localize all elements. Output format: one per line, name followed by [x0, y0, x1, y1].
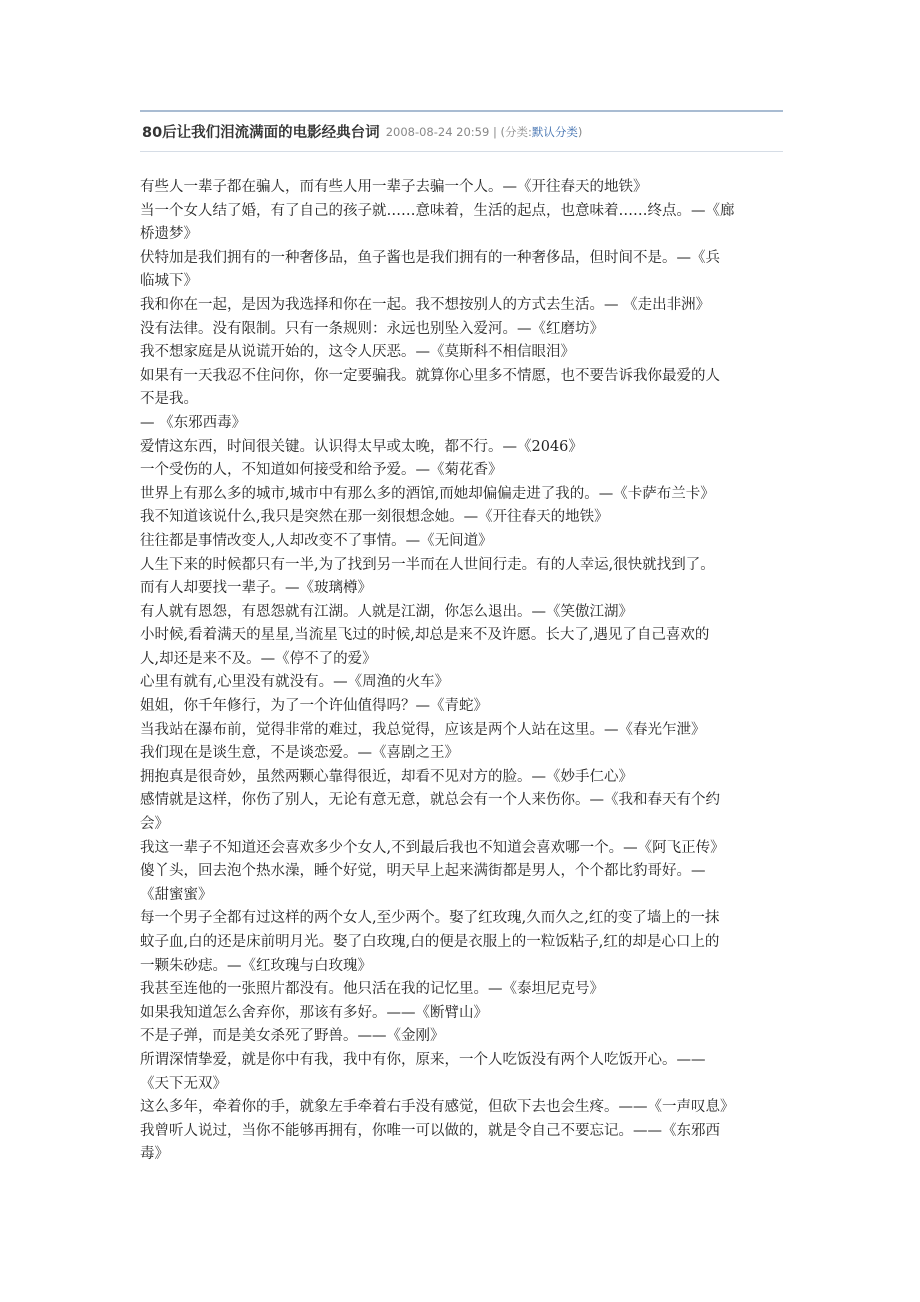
- quote-line: 我不想家庭是从说谎开始的，这令人厌恶。—《莫斯科不相信眼泪》: [140, 344, 575, 361]
- category-link[interactable]: 默认分类: [531, 124, 578, 139]
- quote-line: 毒》: [140, 1146, 169, 1163]
- quote-line: 临城下》: [140, 273, 198, 290]
- post-header: [140, 110, 783, 152]
- quote-line: 傻丫头，回去泡个热水澡，睡个好觉，明天早上起来满街都是男人，个个都比豹哥好。—: [140, 863, 706, 880]
- quote-line: 所谓深情挚爱，就是你中有我，我中有你，原来，一个人吃饭没有两个人吃饭开心。——: [140, 1051, 706, 1068]
- quote-line: 拥抱真是很奇妙，虽然两颗心靠得很近，却看不见对方的脸。—《妙手仁心》: [140, 768, 633, 785]
- quote-line: 这么多年，牵着你的手，就象左手牵着右手没有感觉，但砍下去也会生疼。——《一声叹息》: [140, 1099, 735, 1116]
- post-title[interactable]: 80后让我们泪流满面的电影经典台词: [142, 125, 380, 141]
- quote-line: 一颗朱砂痣。—《红玫瑰与白玫瑰》: [140, 957, 372, 974]
- category-prefix: (分类:: [500, 124, 532, 139]
- quote-line: 有人就有恩怨，有恩怨就有江湖。人就是江湖，你怎么退出。—《笑傲江湖》: [140, 603, 633, 620]
- quote-line: 伏特加是我们拥有的一种奢侈品，鱼子酱也是我们拥有的一种奢侈品，但时间不是。—《兵: [140, 249, 720, 266]
- quote-line: 姐姐，你千年修行，为了一个许仙值得吗？—《青蛇》: [140, 698, 488, 715]
- quote-line: 如果有一天我忍不住问你，你一定要骗我。就算你心里多不情愿，也不要告诉我你最爱的人: [140, 367, 720, 384]
- post-meta: [386, 124, 583, 140]
- meta-separator: |: [492, 124, 497, 139]
- quote-line: 心里有就有,心里没有就没有。—《周渔的火车》: [140, 674, 450, 691]
- quote-line: 我这一辈子不知道还会喜欢多少个女人,不到最后我也不知道会喜欢哪一个。—《阿飞正传》: [140, 839, 725, 856]
- quote-line: 桥遗梦》: [140, 226, 198, 243]
- quote-line: 有些人一辈子都在骗人，而有些人用一辈子去骗一个人。—《开往春天的地铁》: [140, 179, 648, 195]
- quote-line: 小时候,看着满天的星星,当流星飞过的时候,却总是来不及许愿。长大了,遇见了自己喜欢的: [140, 627, 710, 644]
- quote-line: — 《东邪西毒》: [140, 414, 247, 431]
- quote-line: 当一个女人结了婚，有了自己的孩子就……意味着，生活的起点，也意味着……终点。—《廊: [140, 202, 735, 219]
- blog-post: [140, 110, 783, 1167]
- quote-line: 一个受伤的人，不知道如何接受和给予爱。—《菊花香》: [140, 462, 503, 479]
- quote-line: 如果我知道怎么舍弃你，那该有多好。——《断臂山》: [140, 1004, 488, 1021]
- quote-line: 人生下来的时候都只有一半,为了找到另一半而在人世间行走。有的人幸运,很快就找到了。: [140, 556, 715, 573]
- quote-line: 《甜蜜蜜》: [140, 886, 213, 903]
- quote-line: 我不知道该说什么,我只是突然在那一刻很想念她。—《开往春天的地铁》: [140, 509, 609, 526]
- quote-line: 不是我。: [140, 391, 198, 408]
- quote-line: 世界上有那么多的城市,城市中有那么多的酒馆,而她却偏偏走进了我的。—《卡萨布兰卡》: [140, 485, 715, 502]
- quote-line: 我们现在是谈生意，不是谈恋爱。—《喜剧之王》: [140, 745, 459, 762]
- quote-line: 我甚至连他的一张照片都没有。他只活在我的记忆里。—《泰坦尼克号》: [140, 981, 604, 998]
- quote-line: 每一个男子全都有过这样的两个女人,至少两个。娶了红玫瑰,久而久之,红的变了墙上的一抹: [140, 910, 720, 927]
- quote-line: 往往都是事情改变人,人却改变不了事情。—《无间道》: [140, 532, 493, 549]
- quote-line: 当我站在瀑布前，觉得非常的难过，我总觉得，应该是两个人站在这里。—《春光乍泄》: [140, 721, 706, 738]
- post-body: [140, 176, 783, 1167]
- category-suffix: ): [577, 124, 583, 139]
- quote-line: 爱情这东西，时间很关键。认识得太早或太晚，都不行。—《2046》: [140, 438, 583, 455]
- quote-line: 没有法律。没有限制。只有一条规则：永远也别坠入爱河。—《红磨坊》: [140, 320, 604, 337]
- quote-line: 蚊子血,白的还是床前明月光。娶了白玫瑰,白的便是衣服上的一粒饭粘子,红的却是心口上的: [140, 934, 720, 950]
- quote-line: 感情就是这样，你伤了别人，无论有意无意，就总会有一个人来伤你。—《我和春天有个约: [140, 792, 720, 809]
- quote-line: 而有人却要找一辈子。—《玻璃樽》: [140, 580, 372, 597]
- post-date: 2008-08-24 20:59: [385, 124, 490, 139]
- quote-line: 不是子弹，而是美女杀死了野兽。——《金刚》: [140, 1028, 445, 1045]
- quote-line: 我曾听人说过，当你不能够再拥有，你唯一可以做的，就是令自己不要忘记。——《东邪西: [140, 1122, 720, 1139]
- quote-line: 《天下无双》: [140, 1075, 227, 1092]
- quote-line: 人,却还是来不及。—《停不了的爱》: [140, 650, 377, 667]
- quote-line: 我和你在一起，是因为我选择和你在一起。我不想按别人的方式去生活。— 《走出非洲》: [140, 296, 711, 313]
- quote-line: 会》: [140, 816, 169, 833]
